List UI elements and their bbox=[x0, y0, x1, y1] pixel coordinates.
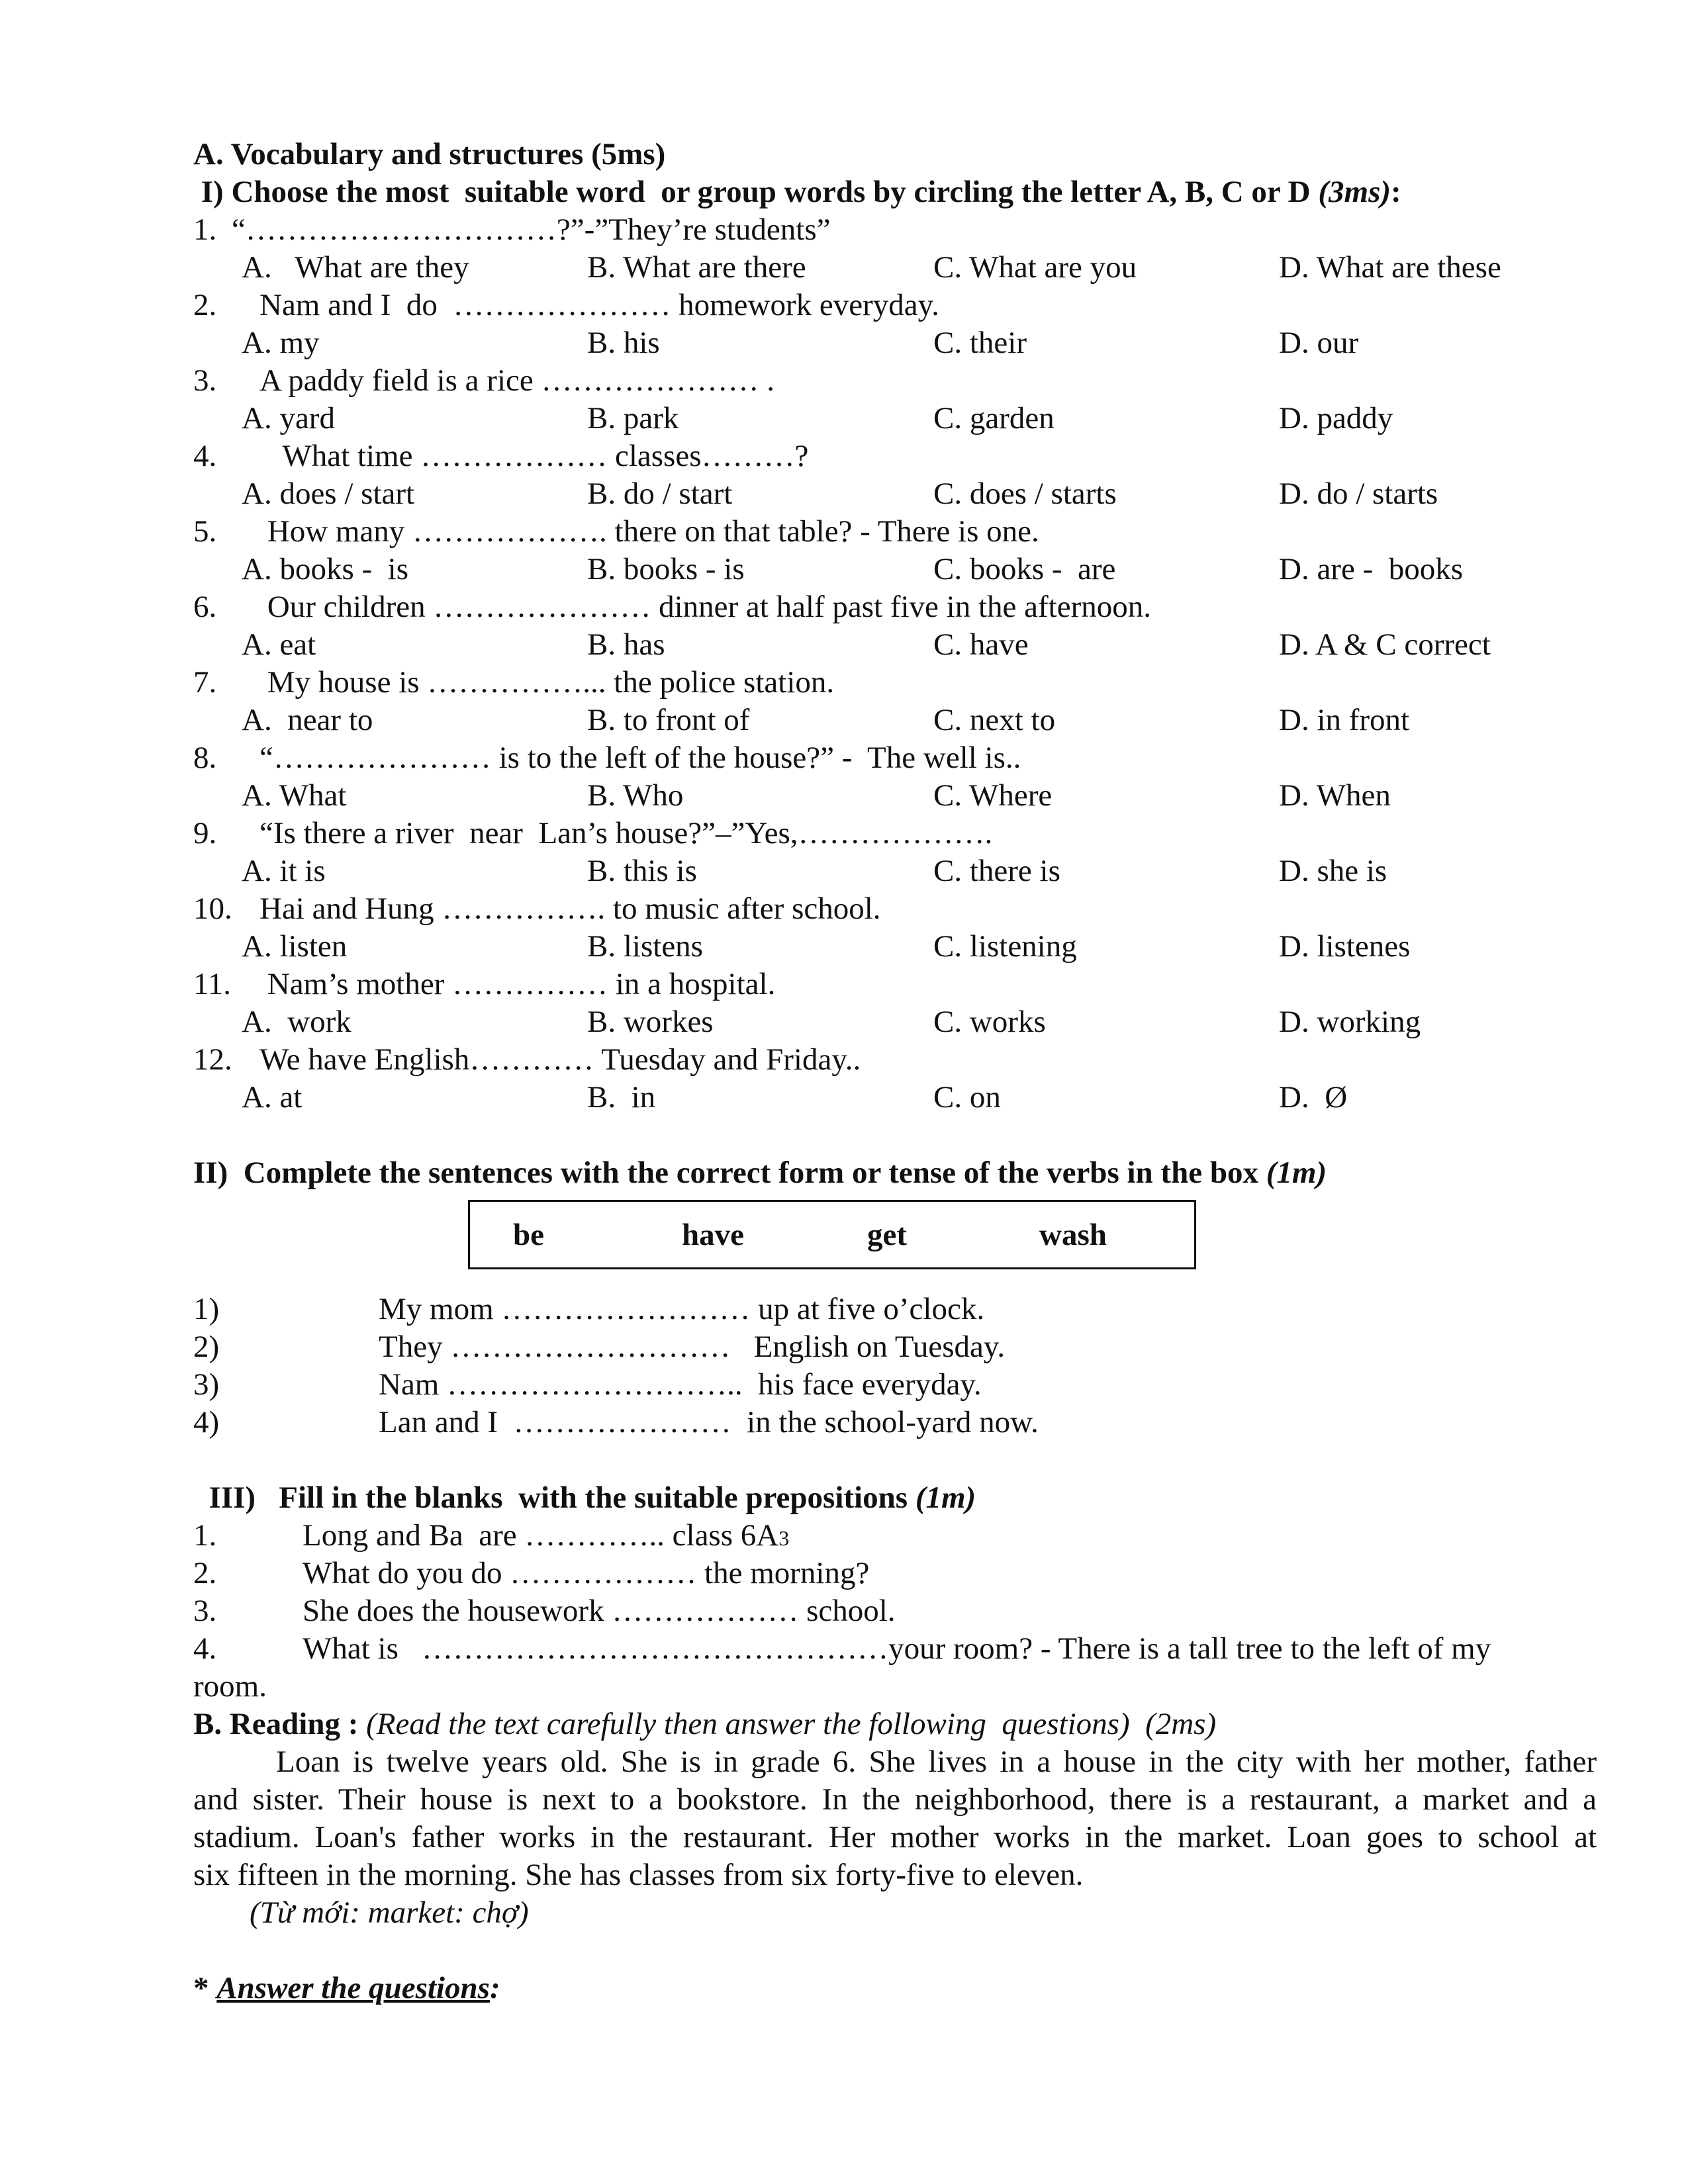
question-number: 12. bbox=[193, 1042, 232, 1077]
question-stem: “Is there a river near Lan’s house?”–”Yes,………………. bbox=[259, 816, 993, 850]
reading-passage bbox=[193, 1743, 1597, 1894]
passage-line-4: six fifteen in the morning. She has classes from six forty-five to eleven. bbox=[193, 1858, 1084, 1892]
option-c[interactable]: C. next to bbox=[933, 703, 1056, 737]
options-10 bbox=[193, 928, 1597, 966]
item-text: She does the housework ……………… school. bbox=[303, 1594, 896, 1628]
question-stem: Nam and I do ………………… homework everyday. bbox=[259, 288, 939, 322]
question-10 bbox=[193, 890, 1597, 928]
option-c[interactable]: C. does / starts bbox=[933, 477, 1117, 511]
part3-item-2 bbox=[193, 1555, 1597, 1592]
part3-heading-points: (1m) bbox=[915, 1480, 976, 1515]
option-d[interactable]: D. are - books bbox=[1279, 552, 1464, 586]
option-b[interactable]: B. do / start bbox=[587, 477, 733, 511]
option-c[interactable]: C. listening bbox=[933, 929, 1077, 964]
item-text: What is ………………………………………your room? - There is a tall tree to the left of my bbox=[303, 1631, 1491, 1666]
sentence-number: 4) bbox=[193, 1405, 220, 1439]
option-a[interactable]: A. it is bbox=[242, 854, 326, 888]
question-number: 7. bbox=[193, 665, 217, 700]
option-c[interactable]: C. on bbox=[933, 1080, 1001, 1115]
option-b[interactable]: B. park bbox=[587, 401, 679, 435]
option-a[interactable]: A. books - is bbox=[242, 552, 408, 586]
part2-sentence-4 bbox=[193, 1404, 1597, 1441]
option-b[interactable]: B. Who bbox=[587, 778, 684, 813]
part2-sentence-1 bbox=[193, 1291, 1597, 1328]
question-stem: How many ………………. there on that table? - There is one. bbox=[259, 514, 1039, 549]
option-a[interactable]: A. near to bbox=[242, 703, 373, 737]
option-d[interactable]: D. listenes bbox=[1279, 929, 1411, 964]
question-stem: Our children ………………… dinner at half past five in the afternoon. bbox=[259, 590, 1151, 624]
option-c[interactable]: C. books - are bbox=[933, 552, 1116, 586]
question-stem: We have English………… Tuesday and Friday.. bbox=[259, 1042, 861, 1077]
part2-heading-text: II) Complete the sentences with the correct form or tense of the verbs in the box bbox=[193, 1156, 1266, 1190]
verb-wash: wash bbox=[1039, 1218, 1107, 1252]
question-number: 2. bbox=[193, 288, 217, 322]
question-7 bbox=[193, 664, 1597, 702]
option-c[interactable]: C. What are you bbox=[933, 250, 1137, 285]
option-d[interactable]: D. paddy bbox=[1279, 401, 1393, 435]
option-d[interactable]: D. she is bbox=[1279, 854, 1387, 888]
passage-line-2: and sister. Their house is next to a bookstore. In the neighborhood, there is a restaurant, a market and a bbox=[193, 1782, 1597, 1817]
part1-heading bbox=[193, 173, 1597, 211]
sentence-text: My mom …………………… up at five o’clock. bbox=[379, 1292, 985, 1326]
sentence-text: Lan and I ………………… in the school-yard now. bbox=[379, 1405, 1039, 1439]
options-11 bbox=[193, 1003, 1597, 1041]
question-number: 3. bbox=[193, 363, 217, 398]
question-12 bbox=[193, 1041, 1597, 1079]
verb-be: be bbox=[513, 1218, 544, 1252]
answer-prefix: * bbox=[193, 1971, 217, 2005]
item-number: 4. bbox=[193, 1631, 217, 1666]
section-a-title: A. Vocabulary and structures (5ms) bbox=[193, 137, 666, 171]
option-d[interactable]: D. What are these bbox=[1279, 250, 1501, 285]
sentence-text: Nam ……………………….. his face everyday. bbox=[379, 1367, 982, 1402]
option-a[interactable]: A. What bbox=[242, 778, 347, 813]
option-c[interactable]: C. have bbox=[933, 627, 1029, 662]
section-b-heading bbox=[193, 1706, 1597, 1743]
item-number: 2. bbox=[193, 1556, 217, 1590]
question-number: 11. bbox=[193, 967, 232, 1001]
question-4 bbox=[193, 437, 1597, 475]
part2-heading-points: (1m) bbox=[1266, 1156, 1327, 1190]
verb-box bbox=[468, 1200, 1196, 1269]
question-number: 6. bbox=[193, 590, 217, 624]
item-subscript: 3 bbox=[778, 1526, 790, 1550]
question-number: 1. bbox=[193, 212, 217, 247]
question-5 bbox=[193, 513, 1597, 551]
part1-heading-points: (3ms) bbox=[1318, 175, 1391, 209]
option-d[interactable]: D. in front bbox=[1279, 703, 1410, 737]
option-d[interactable]: D. do / starts bbox=[1279, 477, 1438, 511]
question-number: 9. bbox=[193, 816, 217, 850]
part1-heading-text: I) Choose the most suitable word or group words by circling the letter A, B, C or D bbox=[201, 175, 1319, 209]
option-b[interactable]: B. this is bbox=[587, 854, 697, 888]
part3-item-3 bbox=[193, 1592, 1597, 1630]
section-b-instruction: (Read the text carefully then answer the following questions) (2ms) bbox=[366, 1707, 1217, 1741]
option-a[interactable]: A. work bbox=[242, 1005, 352, 1039]
sentence-text: They ……………………… English on Tuesday. bbox=[379, 1330, 1006, 1364]
part3-items bbox=[193, 1517, 1597, 1706]
sentence-number: 1) bbox=[193, 1292, 220, 1326]
part2-sentences bbox=[193, 1291, 1597, 1441]
option-b[interactable]: B. his bbox=[587, 326, 660, 360]
sentence-number: 2) bbox=[193, 1330, 220, 1364]
option-a[interactable]: A. eat bbox=[242, 627, 316, 662]
answer-heading-colon: : bbox=[489, 1971, 500, 2005]
question-stem: Nam’s mother …………… in a hospital. bbox=[259, 967, 776, 1001]
options-1 bbox=[193, 249, 1597, 287]
question-stem: My house is ……………... the police station. bbox=[259, 665, 835, 700]
vocab-note: (Từ mới: market: chợ) bbox=[250, 1895, 529, 1930]
part3-item-4 bbox=[193, 1630, 1597, 1668]
question-stem: What time ……………… classes………? bbox=[259, 439, 809, 473]
item-text bbox=[303, 1517, 789, 1557]
option-d[interactable]: D. our bbox=[1279, 326, 1359, 360]
part2-sentence-2 bbox=[193, 1328, 1597, 1366]
sentence-number: 3) bbox=[193, 1367, 220, 1402]
option-b[interactable]: B. What are there bbox=[587, 250, 806, 285]
question-stem: “…………………………?”-”They’re students” bbox=[232, 212, 831, 247]
option-b[interactable]: B. in bbox=[587, 1080, 656, 1115]
question-number: 4. bbox=[193, 439, 217, 473]
option-a[interactable]: A. What are they bbox=[242, 250, 469, 285]
option-b[interactable]: B. listens bbox=[587, 929, 703, 964]
option-d[interactable]: D. A & C correct bbox=[1279, 627, 1491, 662]
part2-heading bbox=[193, 1154, 1597, 1192]
options-5 bbox=[193, 551, 1597, 588]
item-number: 1. bbox=[193, 1518, 217, 1553]
option-b[interactable]: B. has bbox=[587, 627, 665, 662]
option-c[interactable]: C. their bbox=[933, 326, 1027, 360]
option-c[interactable]: C. garden bbox=[933, 401, 1055, 435]
question-9 bbox=[193, 815, 1597, 852]
option-c[interactable]: C. Where bbox=[933, 778, 1053, 813]
part3-heading-text: III) Fill in the blanks with the suitable prepositions bbox=[209, 1480, 915, 1515]
question-8 bbox=[193, 739, 1597, 777]
answer-heading-text: Answer the questions bbox=[216, 1971, 490, 2005]
question-11 bbox=[193, 966, 1597, 1003]
part3-item-4-continued: room. bbox=[193, 1669, 267, 1704]
options-8 bbox=[193, 777, 1597, 815]
part2-sentence-3 bbox=[193, 1366, 1597, 1404]
question-3 bbox=[193, 362, 1597, 400]
section-b-title: B. Reading : bbox=[193, 1707, 367, 1741]
item-text-main: Long and Ba are ………….. class 6A bbox=[303, 1518, 779, 1553]
question-stem: A paddy field is a rice ………………… . bbox=[259, 363, 774, 398]
option-a[interactable]: A. at bbox=[242, 1080, 303, 1115]
option-b[interactable]: B. workes bbox=[587, 1005, 714, 1039]
question-list bbox=[193, 211, 1597, 1116]
question-stem: “………………… is to the left of the house?” - The well is.. bbox=[259, 741, 1021, 775]
question-6 bbox=[193, 588, 1597, 626]
option-a[interactable]: A. does / start bbox=[242, 477, 415, 511]
part3-heading bbox=[193, 1479, 1597, 1517]
answer-heading bbox=[193, 1970, 1597, 2007]
question-number: 10. bbox=[193, 891, 232, 926]
option-a[interactable]: A. my bbox=[242, 326, 320, 360]
option-d[interactable]: D. When bbox=[1279, 778, 1391, 813]
item-number: 3. bbox=[193, 1594, 217, 1628]
question-stem: Hai and Hung ……………. to music after school. bbox=[259, 891, 881, 926]
options-7 bbox=[193, 702, 1597, 739]
question-number: 8. bbox=[193, 741, 217, 775]
options-12 bbox=[193, 1079, 1597, 1116]
option-b[interactable]: B. to front of bbox=[587, 703, 750, 737]
option-d[interactable]: D. working bbox=[1279, 1005, 1421, 1039]
question-1 bbox=[193, 211, 1597, 249]
part3-item-1 bbox=[193, 1517, 1597, 1555]
options-2 bbox=[193, 324, 1597, 362]
option-a[interactable]: A. listen bbox=[242, 929, 348, 964]
options-9 bbox=[193, 852, 1597, 890]
option-c[interactable]: C. works bbox=[933, 1005, 1046, 1039]
question-2 bbox=[193, 287, 1597, 324]
question-number: 5. bbox=[193, 514, 217, 549]
verb-get: get bbox=[867, 1218, 908, 1252]
option-c[interactable]: C. there is bbox=[933, 854, 1060, 888]
option-b[interactable]: B. books - is bbox=[587, 552, 745, 586]
options-6 bbox=[193, 626, 1597, 664]
part1-heading-colon: : bbox=[1391, 175, 1401, 209]
worksheet-page bbox=[193, 136, 1597, 2007]
option-d[interactable]: D. Ø bbox=[1279, 1080, 1348, 1115]
passage-line-3: stadium. Loan's father works in the restaurant. Her mother works in the market. Loan goes to school at bbox=[193, 1820, 1597, 1854]
item-text: What do you do ……………… the morning? bbox=[303, 1556, 870, 1590]
options-4 bbox=[193, 475, 1597, 513]
passage-line-1: Loan is twelve years old. She is in grade 6. She lives in a house in the city with her mother, father bbox=[276, 1745, 1597, 1779]
verb-have: have bbox=[682, 1218, 744, 1252]
option-a[interactable]: A. yard bbox=[242, 401, 335, 435]
options-3 bbox=[193, 400, 1597, 437]
